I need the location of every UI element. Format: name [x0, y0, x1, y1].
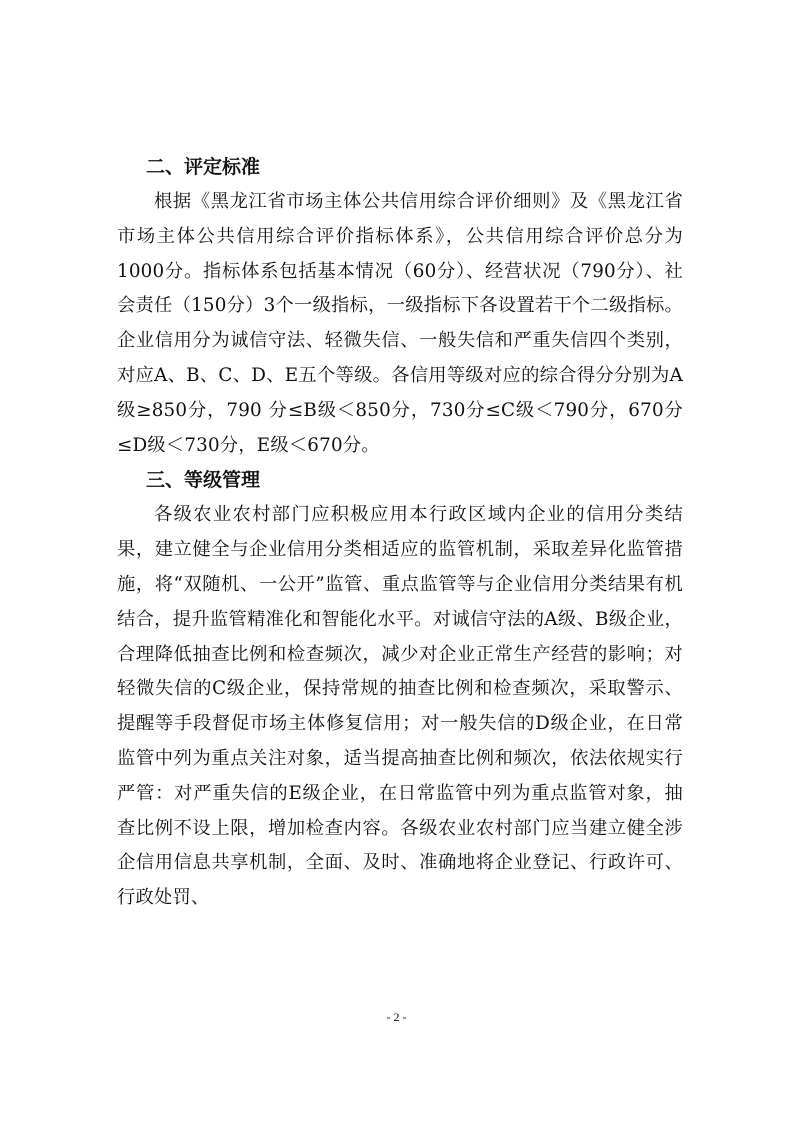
page-number: - 2 -: [386, 1010, 407, 1024]
document-body: [117, 150, 683, 916]
paragraph-evaluation-standard: 根据《黑龙江省市场主体公共信用综合评价细则》及《黑龙江省市场主体公共信用综合评价指标体系》，公共信用综合评价总分为1000分。指标体系包括基本情况（60分）、经营状况（790分）、社会责任（150分）3个一级指标，一级指标下各设置若干个二级指标。企业信用分为诚信守法、轻微失信、一般失信和严重失信四个类别，对应A、B、C、D、E五个等级。各信用等级对应的综合得分分别为A级≥850分，790 分≤B级＜850分，730分≤C级＜790分，670分≤D级＜730分，E级＜670分。: [117, 191, 683, 456]
section-heading-evaluation-standard: 二、评定标准: [146, 156, 261, 178]
section-heading-grade-management: 三、等级管理: [146, 469, 261, 492]
paragraph-grade-management: 各级农业农村部门应积极应用本行政区域内企业的信用分类结果，建立健全与企业信用分类相适应的监管机制，采取差异化监管措施，将“双随机、一公开”监管、重点监管等与企业信用分类结果有机结合，提升监管精准化和智能化水平。对诚信守法的A级、B级企业，合理降低抽查比例和检查频次，减少对企业正常生产经营的影响；对轻微失信的C级企业，保持常规的抽查比例和检查频次，采取警示、提醒等手段督促市场主体修复信用；对一般失信的D级企业，在日常监管中列为重点关注对象，适当提高抽查比例和频次，依法依规实行严管：对严重失信的E级企业，在日常监管中列为重点监管对象，抽查比例不设上限，增加检查内容。各级农业农村部门应当建立健全涉企信用信息共享机制，全面、及时、准确地将企业登记、行政许可、行政处罚、: [117, 504, 683, 909]
